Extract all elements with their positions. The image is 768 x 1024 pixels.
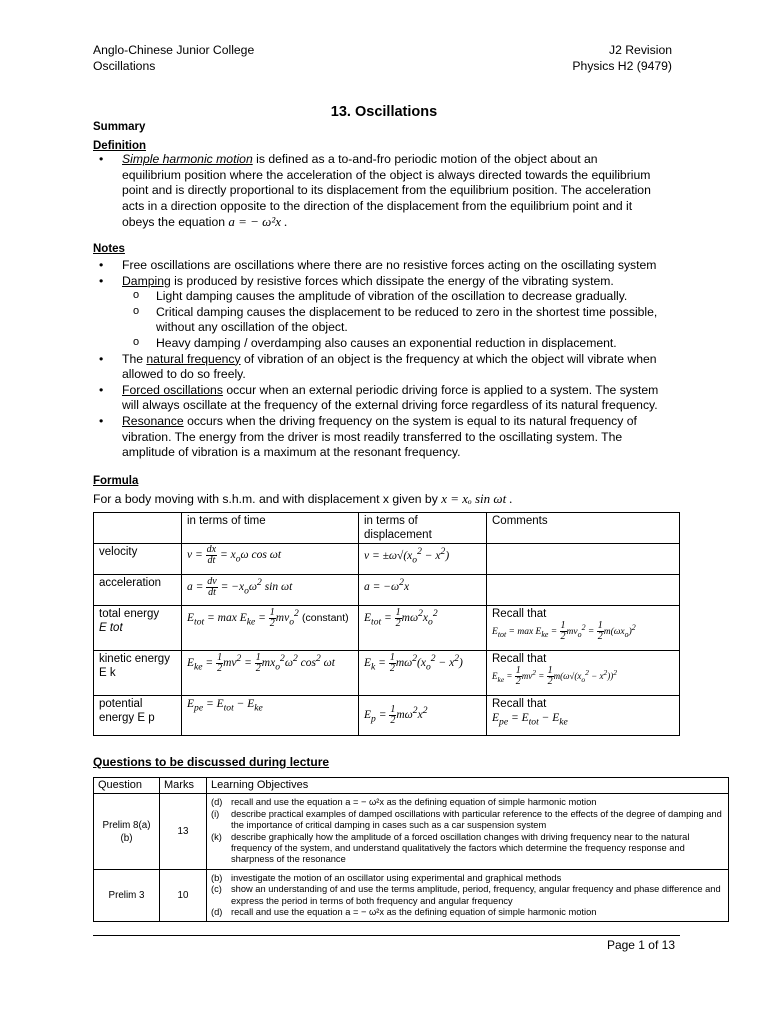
acceleration-row — [94, 575, 680, 606]
objective-item: (i) describe practical examples of damped oscillations with particular reference to the effects of the degree of damping and the importance of critical damping in cases such as a car suspension system — [211, 808, 722, 831]
definition-text: is defined as a to-and-fro periodic motion of the object about an equilibrium position where the acceleration of the object is always directed towards the equilibrium point and is directly proportional to its displacement from the equilibrium position. The acceleration acts in a direction opposite to the direction of the displacement from the equilibrium point and it obeys the equation — [122, 152, 651, 230]
question-row — [94, 870, 729, 922]
definition-block — [93, 152, 653, 231]
kinetic-energy-time-eq: $E_{ke}$ = $\frac{1}{2}$ $mv^2$ = $\frac{1}{2}$ $mx_o^2\omega^2$ $\cos^2 \omega t$ — [182, 651, 359, 696]
note-natural-frequency: • The natural frequency of vibration of an object is the frequency at which the object will vibrate when allowed to do so freely. — [93, 352, 673, 383]
kinetic-energy-comment: Recall that $E_{ke}$ = $\frac{1}{2}$ $mv^2$ = $\frac{1}{2}$ $m(\omega√(x_o^2 - x^2))^2$ — [487, 651, 680, 696]
page-title: 13. Oscillations — [330, 104, 438, 120]
velocity-time-eq: v = $\frac{dx}{dt}$ = $x_o\omega$ cos ωt — [182, 544, 359, 575]
objective-item: (c) show an understanding of and use the terms amplitude, period, frequency, angular frequency and phase difference and express the period in terms of both frequency and angular frequency — [211, 884, 721, 906]
formula-col-time: in terms of time — [182, 513, 359, 544]
acceleration-comment — [487, 575, 680, 606]
objectives-cell — [207, 794, 729, 870]
page-number: Page 1 of 13 — [606, 938, 675, 952]
potential-energy-comment: Recall that $E_{pe} = E_{tot} - E_{ke}$ — [487, 696, 680, 736]
note-free: • Free oscillations are oscillations where there are no resistive forces acting on the oscillating system — [93, 258, 673, 274]
acceleration-label: acceleration — [94, 575, 182, 606]
summary-heading: Summary — [93, 121, 146, 133]
questions-heading: Questions to be discussed during lecture — [93, 755, 330, 769]
objective-item: (k) describe graphically how the amplitude of a forced oscillation changes with driving frequency near to the natural frequency of the system, and understand qualitatively the factors which determine the frequency response and sharpness of the resonance — [211, 831, 690, 865]
velocity-disp-eq: $v = \pm\omega√(x_o^2 - x^2)$ — [359, 544, 487, 575]
formula-intro: For a body moving with s.h.m. and with displacement x given by x = xₒ sin ωt . — [93, 491, 513, 506]
note-light-damping: o Light damping causes the amplitude of vibration of the oscillation to decrease gradually. — [93, 289, 673, 305]
marks-cell: 10 — [160, 870, 207, 922]
potential-energy-row — [94, 696, 680, 736]
header-topic: Oscillations — [93, 59, 156, 73]
objective-item: (d) recall and use the equation a = − ω²x as the defining equation of simple harmonic motion — [211, 906, 597, 917]
page-header-left — [93, 42, 254, 74]
kinetic-energy-row — [94, 651, 680, 696]
note-critical-damping: o Critical damping causes the displacement to be reduced to zero in the shortest time possible, without any oscillation of the object. — [93, 305, 673, 336]
questions-table — [93, 777, 729, 922]
velocity-label: velocity — [94, 544, 182, 575]
marks-cell: 13 — [160, 794, 207, 870]
notes-heading: Notes — [93, 243, 125, 255]
definition-item — [93, 152, 653, 231]
acceleration-disp-eq: $a = -\omega^2x$ — [359, 575, 487, 606]
total-energy-time-eq: $E_{tot} = \max E_{ke}$ = $\frac{1}{2}$ $mv_o^2$ (constant) — [182, 606, 359, 651]
displacement-equation: x = xₒ sin ωt . — [441, 491, 513, 506]
objectives-cell — [207, 870, 729, 922]
note-damping — [93, 274, 673, 290]
total-energy-disp-eq: $E_{tot}$ = $\frac{1}{2}$ $m\omega^2x_o^2$ — [359, 606, 487, 651]
footer-divider — [93, 935, 680, 936]
damping-term: Damping — [122, 273, 171, 288]
potential-energy-disp-eq: $E_p$ = $\frac{1}{2}$ $m\omega^2x^2$ — [359, 696, 487, 736]
potential-energy-time-eq: $E_{pe} = E_{tot} - E_{ke}$ — [182, 696, 359, 736]
notes-list — [93, 258, 673, 461]
kinetic-energy-disp-eq: $E_k$ = $\frac{1}{2}$ $m\omega^2(x_o^2 - x^2)$ — [359, 651, 487, 696]
total-energy-comment: Recall that $E_{tot} = \max E_{ke}$ = $\frac{1}{2}$ $mv_o^2$ = $\frac{1}{2}$ $m(\omega x_o)^2$ — [487, 606, 680, 651]
formula-col-empty — [94, 513, 182, 544]
formula-table — [93, 512, 680, 736]
question-cell: Prelim 3 — [94, 870, 160, 922]
potential-energy-label: potential energy E p — [94, 696, 182, 736]
acceleration-time-eq: a = $\frac{dv}{dt}$ = $-x_o\omega^2$ sin ωt — [182, 575, 359, 606]
formula-col-displacement: in terms of displacement — [359, 513, 487, 544]
revision-label: J2 Revision — [609, 43, 672, 57]
objectives-col-header: Learning Objectives — [207, 778, 729, 794]
formula-heading: Formula — [93, 475, 139, 487]
velocity-comment — [487, 544, 680, 575]
question-row — [94, 794, 729, 870]
objective-item: (b) investigate the motion of an oscillator using experimental and graphical methods — [211, 872, 562, 883]
formula-header-row — [94, 513, 680, 544]
marks-col-header: Marks — [160, 778, 207, 794]
total-energy-label: total energy E tot — [94, 606, 182, 651]
questions-header-row — [94, 778, 729, 794]
note-forced: • Forced oscillations occur when an external periodic driving force is applied to a system. The system will always oscillate at the frequency of the external driving force regardless of its natural frequency. — [93, 383, 673, 414]
school-name: Anglo-Chinese Junior College — [93, 43, 255, 57]
objective-item: (d) recall and use the equation a = − ω²x as the defining equation of simple harmonic motion — [211, 797, 597, 808]
course-label: Physics H2 (9479) — [572, 59, 672, 73]
forced-term: Forced oscillations — [122, 382, 223, 397]
resonance-term: Resonance — [122, 413, 184, 428]
total-energy-row — [94, 606, 680, 651]
page-header-right — [572, 42, 672, 74]
formula-col-comments: Comments — [487, 513, 680, 544]
velocity-row — [94, 544, 680, 575]
kinetic-energy-label: kinetic energy E k — [94, 651, 182, 696]
question-cell: Prelim 8(a)(b) — [94, 794, 160, 870]
natural-frequency-term: natural frequency — [146, 351, 241, 366]
damping-text: is produced by resistive forces which dissipate the energy of the vibrating system. — [174, 273, 614, 288]
question-col-header: Question — [94, 778, 160, 794]
note-heavy-damping: o Heavy damping / overdamping also causes an exponential reduction in displacement. — [93, 336, 673, 352]
definition-equation: a = − ω²x . — [228, 214, 288, 230]
definition-heading: Definition — [93, 140, 147, 152]
note-resonance: • Resonance occurs when the driving frequency on the system is equal to its natural frequency of vibration. The energy from the driver is most readily transferred to the oscillating system. The amplitude of vibration is a maximum at the resonant frequency. — [93, 414, 673, 461]
shm-term: Simple harmonic motion — [122, 152, 253, 166]
